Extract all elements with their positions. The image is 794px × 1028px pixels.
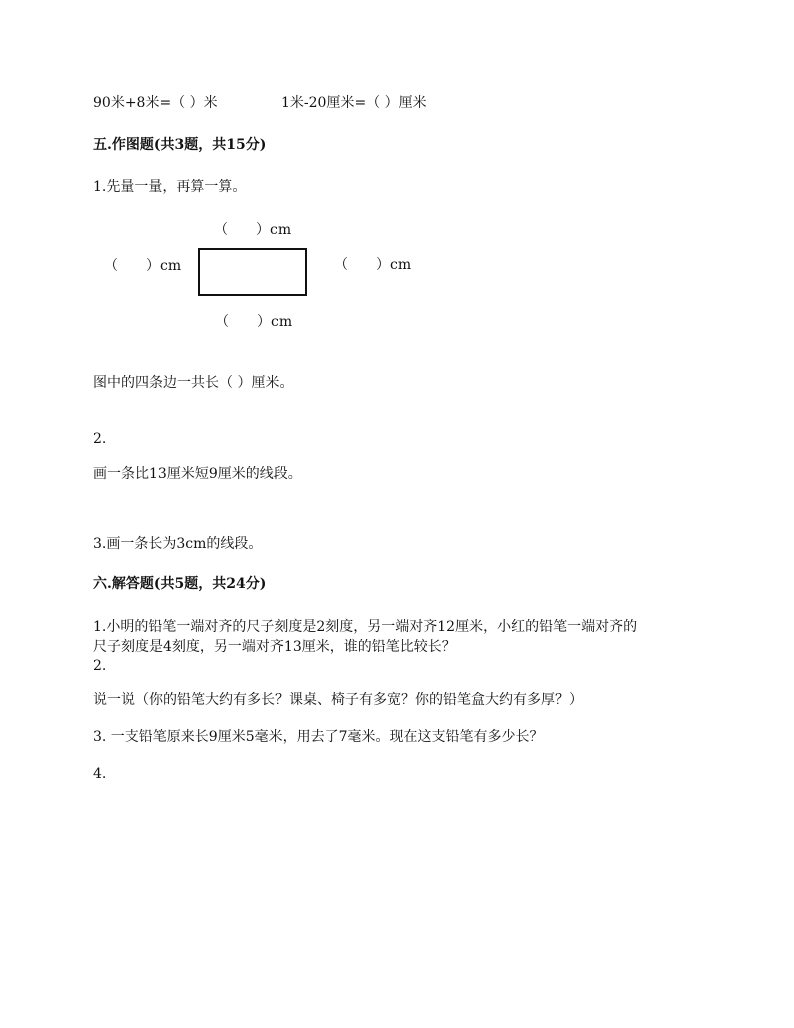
s5-q1-sum: 图中的四条边一共长（ ）厘米。 bbox=[93, 375, 294, 391]
section6-heading: 六.解答题(共5题，共24分) bbox=[93, 576, 267, 592]
label-right: （ ）cm bbox=[334, 257, 412, 273]
s6-q2-text: 说一说（你的铅笔大约有多长？课桌、椅子有多宽？你的铅笔盒大约有多厚？） bbox=[93, 692, 583, 708]
s5-q2-number: 2. bbox=[93, 431, 107, 447]
s6-q1-line1: 1.小明的铅笔一端对齐的尺子刻度是2刻度，另一端对齐12厘米，小红的铅笔一端对齐的 bbox=[93, 619, 638, 635]
top-line-left: 90米+8米=（ ）米 bbox=[93, 95, 218, 111]
s5-q3-text: 3.画一条长为3cm的线段。 bbox=[93, 536, 263, 552]
s6-q1-line2: 尺子刻度是4刻度，另一端对齐13厘米，谁的铅笔比较长？ bbox=[93, 639, 456, 655]
section5-heading: 五.作图题(共3题，共15分) bbox=[93, 137, 267, 153]
s5-q1-text: 1.先量一量，再算一算。 bbox=[93, 179, 247, 195]
s5-q2-text: 画一条比13厘米短9厘米的线段。 bbox=[93, 466, 302, 482]
s6-q2-number: 2. bbox=[93, 658, 107, 674]
label-bottom: （ ）cm bbox=[215, 314, 293, 330]
measure-rectangle bbox=[198, 248, 307, 296]
top-line-right: 1米-20厘米=（ ）厘米 bbox=[281, 95, 427, 111]
s6-q3-text: 3. 一支铅笔原来长9厘米5毫米，用去了7毫米。现在这支铅笔有多少长？ bbox=[93, 729, 544, 745]
s6-q4-number: 4. bbox=[93, 766, 107, 782]
label-left: （ ）cm bbox=[104, 258, 182, 274]
label-top: （ ）cm bbox=[214, 222, 292, 238]
